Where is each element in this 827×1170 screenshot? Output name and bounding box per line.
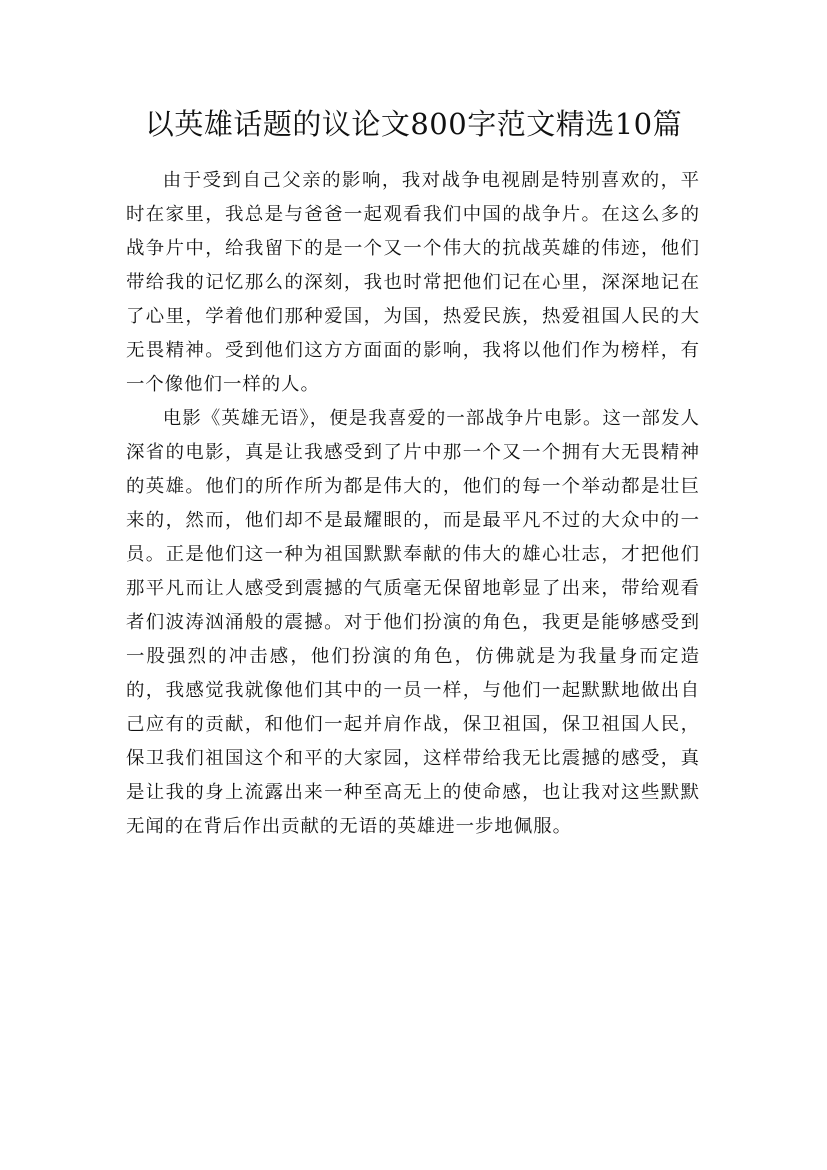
document-body [126, 164, 700, 844]
paragraph-1: 由于受到自己父亲的影响，我对战争电视剧是特别喜欢的，平时在家里，我总是与爸爸一起观看我们中国的战争片。在这么多的战争片中，给我留下的是一个又一个伟大的抗战英雄的伟迹，他们带给我的记忆那么的深刻，我也时常把他们记在心里，深深地记在了心里，学着他们那种爱国，为国，热爱民族，热爱祖国人民的大无畏精神。受到他们这方方面面的影响，我将以他们作为榜样，有一个像他们一样的人。 [126, 170, 700, 395]
document-title: 以英雄话题的议论文800字范文精选10篇 [144, 107, 683, 141]
paragraph-2: 电影《英雄无语》，便是我喜爱的一部战争片电影。这一部发人深省的电影，真是让我感受到了片中那一个又一个拥有大无畏精神的英雄。他们的所作所为都是伟大的，他们的每一个举动都是壮巨来的，然而，他们却不是最耀眼的，而是最平凡不过的大众中的一员。正是他们这一种为祖国默默奉献的伟大的雄心壮志，才把他们那平凡而让人感受到震撼的气质毫无保留地彰显了出来，带给观看者们波涛汹涌般的震撼。对于他们扮演的角色，我更是能够感受到一股强烈的冲击感，他们扮演的角色，仿佛就是为我量身而定造的，我感觉我就像他们其中的一员一样，与他们一起默默地做出自己应有的贡献，和他们一起并肩作战，保卫祖国，保卫祖国人民，保卫我们祖国这个和平的大家园，这样带给我无比震撼的感受，真是让我的身上流露出来一种至高无上的使命感，也让我对这些默默无闻的在背后作出贡献的无语的英雄进一步地佩服。 [126, 408, 700, 837]
